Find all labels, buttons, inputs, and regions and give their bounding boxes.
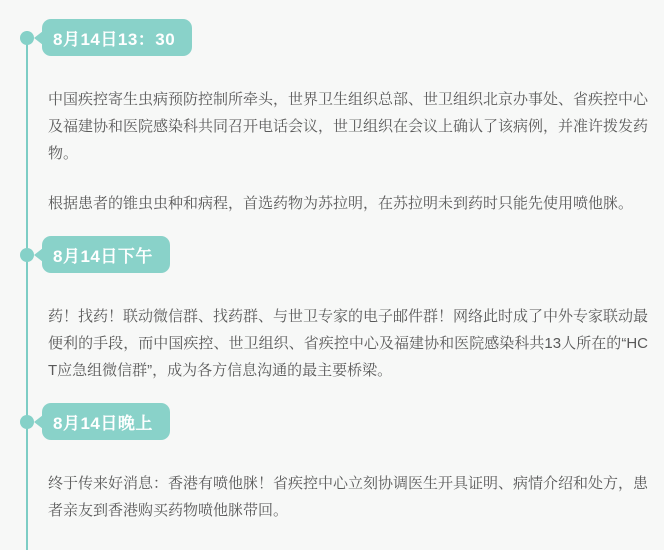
- timeline-event-3: [0, 403, 664, 524]
- badge-pointer-icon: [34, 415, 43, 429]
- event-paragraph: 中国疾控寄生虫病预防控制所牵头，世界卫生组织总部、世卫组织北京办事处、省疾控中心及福建协和医院感染科共同召开电话会议，世卫组织在会议上确认了该病例，并准许拨发药物。: [48, 91, 649, 162]
- timeline-dot-icon: [20, 248, 34, 262]
- time-badge-label: 8月14日下午: [53, 247, 153, 266]
- timeline-event-1: [0, 19, 664, 217]
- timeline-dot-icon: [20, 31, 34, 45]
- badge-row: [0, 403, 664, 440]
- time-badge: [42, 403, 170, 440]
- timeline-event-2: [0, 236, 664, 384]
- time-badge-label: 8月14日13：30: [53, 30, 176, 49]
- timeline-page: [0, 19, 664, 550]
- event-paragraph: 终于传来好消息：香港有喷他脒！省疾控中心立刻协调医生开具证明、病情介绍和处方，患者亲友到香港购买药物喷他脒带回。: [48, 475, 649, 519]
- time-badge: [42, 19, 192, 56]
- event-paragraph: 药！找药！联动微信群、找药群、与世卫专家的电子邮件群！网络此时成了中外专家联动最便利的手段，而中国疾控、世卫组织、省疾控中心及福建协和医院感染科共13人所在的“HCT应急组微信群”，成为各方信息沟通的最主要桥梁。: [48, 308, 649, 379]
- time-badge: [42, 236, 170, 273]
- badge-pointer-icon: [34, 31, 43, 45]
- event-paragraph: 根据患者的锥虫虫种和病程，首选药物为苏拉明，在苏拉明未到药时只能先使用喷他脒。: [48, 195, 634, 212]
- timeline-line: [26, 31, 28, 550]
- badge-pointer-icon: [34, 248, 43, 262]
- badge-row: [0, 236, 664, 273]
- time-badge-label: 8月14日晚上: [53, 414, 153, 433]
- badge-row: [0, 19, 664, 56]
- timeline-dot-icon: [20, 415, 34, 429]
